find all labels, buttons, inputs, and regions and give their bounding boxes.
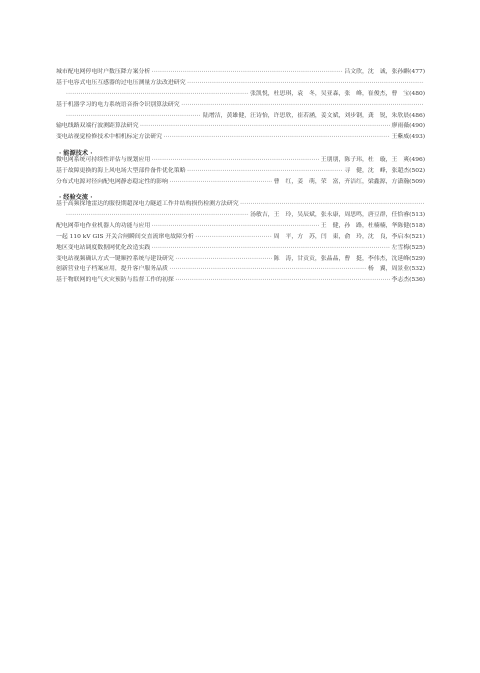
- entry-title: 变电站视频确认方式一键顺控系统与建设研究: [56, 255, 174, 262]
- dot-leader: [240, 202, 423, 208]
- dot-leader: [152, 246, 390, 252]
- dot-leader: [175, 257, 272, 263]
- entry-title: 微电网系统可持续性评估与规划应用: [56, 156, 151, 163]
- entry-authors: 杨 翼，周景业(532): [367, 266, 425, 273]
- entry-authors: 左雪梅(525): [391, 244, 425, 251]
- entry-title: 创新营业电子档案应用，提升客户服务品质: [56, 266, 168, 273]
- entry-authors: 周 平，方 苏，闫 東，俞 玲，沈 良，李启本(521): [273, 233, 425, 240]
- entry-authors: 李志杰(536): [391, 277, 425, 284]
- entry-title: 基于电容式电压互感器的过电压测量方法改进研究: [56, 79, 186, 86]
- dot-leader: [175, 278, 390, 284]
- dot-leader: [187, 81, 423, 87]
- entry-authors: 王朋朋，陈子玮，杜 璇，王 爽(496): [320, 156, 425, 163]
- dot-leader: [66, 92, 249, 98]
- entry-title: 城市配电网停电时户数压降方案分析: [56, 69, 151, 75]
- dot-leader: [187, 169, 343, 175]
- entry-authors: 陆增洁，黄雄健，汪诗怡，许思欣，崔若涵，姜文斌，刘步钢，龚 锐，朱欣晨(486): [202, 112, 425, 119]
- entry-title: 配电网带电作业机器人的功能与应用: [56, 222, 151, 229]
- entry-authors: 曹 红，姜 萌，荣 富，齐洁红，梁鑫源，方潇瀚(509): [273, 178, 425, 185]
- dot-leader: [169, 267, 366, 273]
- toc-entry[interactable]: [56, 169, 425, 180]
- entry-authors: 吕文欣，沈 诚，张孙麒(477): [344, 69, 425, 75]
- toc-entry[interactable]: [56, 246, 425, 257]
- entry-title: 基于物联网的电气火灾预防与监督工作的初探: [56, 277, 174, 284]
- dot-leader: [152, 224, 320, 230]
- dot-leader: [66, 114, 201, 120]
- entry-authors: 陈 涛，甘贡贡，张晶晶，曹 挺，李伟杰，沈延峰(529): [273, 255, 425, 262]
- entry-title: 地区变电站调度数据网优化改造实践: [56, 244, 151, 251]
- entry-authors: 王紫威(493): [391, 134, 425, 141]
- table-of-contents: [56, 70, 425, 289]
- entry-authors: 汤敏吉，王 玲，吴辰斌，张永康，周思鸣，唐豆群，任恰睿(513): [250, 211, 425, 218]
- entry-title: 基于机器学习的电力系统语音指令识别算法研究: [56, 101, 180, 108]
- section-heading-exchange: · 经验交流 ·: [59, 193, 93, 201]
- entry-authors: 张凯悦，杜思琪，袁 冬，吴亚森，张 峰，崔俊杰，曹 宝(480): [250, 90, 425, 97]
- section-heading-energy: · 能源技术 ·: [59, 149, 93, 157]
- dot-leader: [169, 180, 272, 186]
- dot-leader: [152, 70, 343, 76]
- dot-leader: [152, 158, 320, 164]
- toc-entry[interactable]: [56, 135, 425, 146]
- dot-leader: [164, 135, 390, 141]
- dot-leader: [181, 103, 423, 109]
- entry-title: 输电线路双端行波测距算法研究: [56, 123, 139, 130]
- entry-title: 一起 110 kV GIS 开关合闸瞬间交直流窜电故障分析: [56, 233, 194, 240]
- entry-title: 分布式电源对径向配电网静态稳定性的影响: [56, 178, 168, 185]
- entry-title: 变电站视觉检修技术中相机标定方法研究: [56, 134, 163, 141]
- toc-entry[interactable]: [56, 103, 425, 114]
- entry-title: 基于高频探地雷达的服役期超深电力隧道工作井结构损伤检测方法研究: [56, 201, 239, 208]
- dot-leader: [140, 124, 390, 130]
- entry-authors: 王 健，孙 路，杜楠楠，华陈健(518): [320, 222, 425, 229]
- dot-leader: [195, 235, 272, 241]
- entry-title: 基于故障更换的海上风电场大型部件备件优化策略: [56, 167, 186, 174]
- entry-authors: 廖雨薇(490): [391, 123, 425, 130]
- toc-entry[interactable]: [56, 278, 425, 289]
- toc-entry[interactable]: [56, 180, 425, 191]
- dot-leader: [66, 213, 249, 219]
- entry-authors: 寻 健，沈 峰，张超杰(502): [344, 167, 425, 174]
